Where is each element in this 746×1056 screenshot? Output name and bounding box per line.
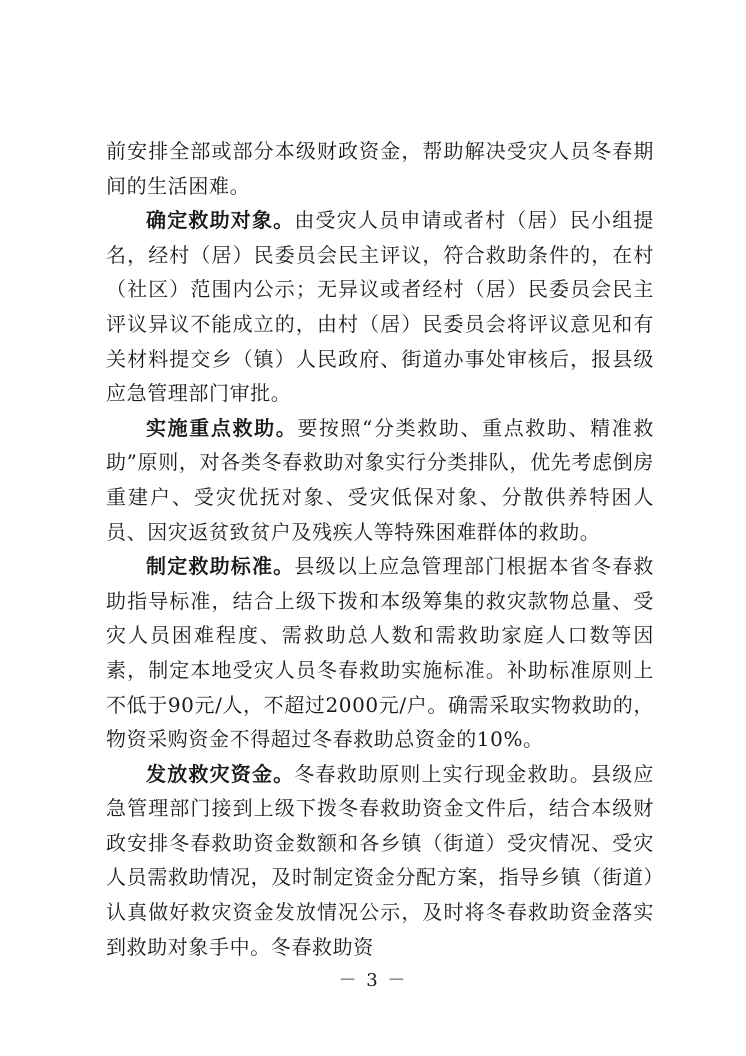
paragraph-standards — [106, 549, 654, 757]
paragraph-text: 冬春救助原则上实行现金救助。县级应急管理部门接到上级下拨冬春救助资金文件后，结合本级财政安排冬春救助资金数额和各乡镇（街道）受灾情况、受灾人员需救助情况，及时制定资金分配方案，指导乡镇（街道）认真做好救灾资金发放情况公示，及时将冬春救助资金落实到救助对象手中。冬春救助资 — [106, 761, 654, 959]
paragraph-heading: 制定救助标准。 — [146, 554, 295, 579]
paragraph-heading: 确定救助对象。 — [146, 208, 295, 233]
paragraph-priority-relief — [106, 411, 654, 549]
paragraph-text: 由受灾人员申请或者村（居）民小组提名，经村（居）民委员会民主评议，符合救助条件的，在村（社区）范围内公示；无异议或者经村（居）民委员会民主评议异议不能成立的，由村（居）民委员会将评议意见和有关材料提交乡（镇）人民政府、街道办事处审核后，报县级应急管理部门审批。 — [106, 208, 654, 406]
paragraph-text: 要按照“分类救助、重点救助、精准救助”原则，对各类冬春救助对象实行分类排队，优先考虑倒房重建户、受灾优抚对象、受灾低保对象、分散供养特困人员、因灾返贫致贫户及残疾人等特殊困难群体的救助。 — [106, 415, 654, 544]
paragraph-continuation — [106, 134, 654, 203]
paragraph-text: 县级以上应急管理部门根据本省冬春救助指导标准，结合上级下拨和本级筹集的救灾款物总量、受灾人员困难程度、需救助总人数和需救助家庭人口数等因素，制定本地受灾人员冬春救助实施标准。补助标准原则上不低于90元/人，不超过2000元/户。确需采取实物救助的，物资采购资金不得超过冬春救助总资金的10%。 — [106, 554, 654, 752]
body-text — [106, 134, 654, 964]
paragraph-heading: 实施重点救助。 — [146, 415, 298, 440]
paragraph-text: 前安排全部或部分本级财政资金，帮助解决受灾人员冬春期间的生活困难。 — [106, 139, 654, 198]
paragraph-heading: 发放救灾资金。 — [146, 761, 295, 786]
paragraph-recipients — [106, 203, 654, 411]
page-number: － 3 － — [338, 970, 408, 991]
paragraph-funds — [106, 757, 654, 965]
